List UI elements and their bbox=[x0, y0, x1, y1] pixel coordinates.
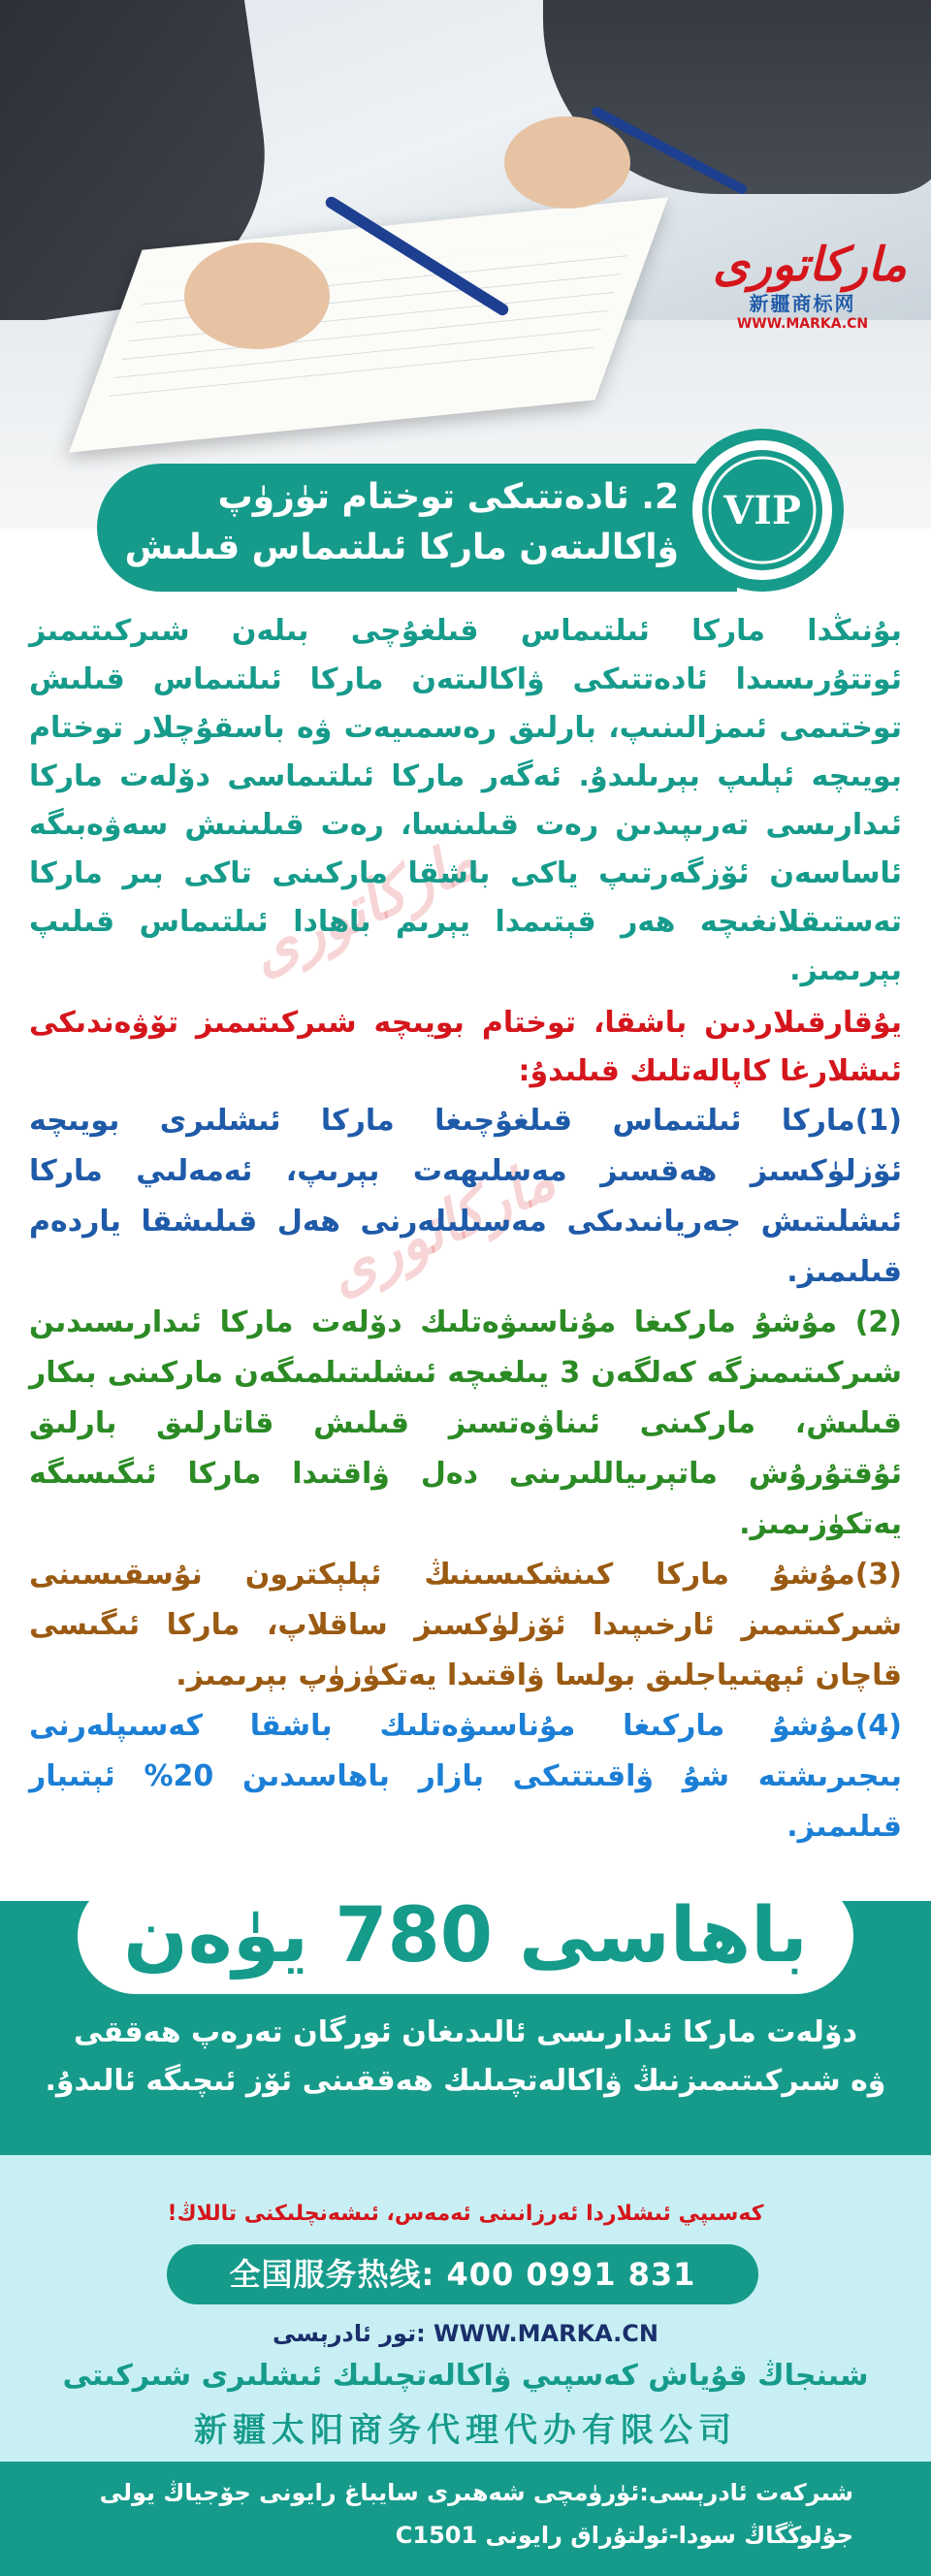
guarantee-heading: يۇقارقىلاردىن باشقا، توختام بويىچە شىركىتىمىز تۆۋەندىكى ئىشلارغا كاپالەتلىك قىلىدۇ: bbox=[29, 1006, 902, 1088]
footer-address bbox=[0, 2462, 931, 2576]
price-band bbox=[0, 1892, 931, 2155]
hotline-badge[interactable]: 全国服务热线: 400 0991 831 bbox=[167, 2244, 758, 2304]
address-line-1: شىركەت ئادرېسى:ئۈرۈمچى شەھىرى سايباغ رايونى جۆجياڭ يولى bbox=[99, 2479, 853, 2506]
vip-badge-icon bbox=[679, 427, 846, 594]
point-1: (1)ماركا ئىلتىماس قىلغۇچىغا ماركا ئىشلىرى بويىچە ئۆزلۈكسىز ھەقسىز مەسلىھەت بېرىپ، ئەمەلىي ماركا ئىشلىتىش جەريانىدىكى مەسىلىلەرنى ھەل قىلىشقا ياردەم قىلىمىز. bbox=[29, 1104, 902, 1289]
contact-section bbox=[0, 2155, 931, 2462]
logo-url: WWW.MARKA.CN bbox=[736, 316, 869, 332]
vip-label: VIP bbox=[723, 488, 801, 533]
point-3: (3)مۇشۇ ماركا كىنشكىسىنىڭ ئېلېكترون نۇسقىسىنى شىركىتىمىز ئارخىپىدا ئۆزلۈكسىز ساقلاپ، ماركا ئىگىسى قاچان ئېھتىياجلىق بولسا ۋاقتىدا يەتكۈزۈپ بېرىمىز. bbox=[29, 1558, 902, 1692]
watermark-logo-2: ماركاتورى bbox=[316, 1144, 565, 1309]
main-content bbox=[29, 607, 902, 1852]
company-name-chinese: 新疆太阳商务代理代办有限公司 bbox=[194, 2411, 737, 2450]
price-note-2: ۋە شىركىتىمىزنىڭ ۋاكالەتچىلىك ھەققىنى ئۆز ئىچىگە ئالىدۇ. bbox=[45, 2064, 886, 2098]
point-4: (4)مۇشۇ ماركىغا مۇناسىۋەتلىك باشقا كەسىپلەرنى بىجىرىشتە شۇ ۋاقىتتىكى بازار باھاسىدىن 20% ئېتىبار قىلىمىز. bbox=[29, 1709, 902, 1844]
address-line-2: جۇلوڭگاڭ سودا-ئولتۇراق رايونى C1501 bbox=[395, 2522, 853, 2549]
company-name-uyghur: شىنجاڭ قۇياش كەسپىي ۋاكالەتچىلىك ئىشلىرى شىركىتى bbox=[62, 2359, 869, 2393]
price-note-1: دۆلەت ماركا ئىدارىسى ئالىدىغان ئورگان تەرەپ ھەققى bbox=[74, 2015, 857, 2049]
title-line-1: 2. ئادەتتىكى توختام تۈزۈپ bbox=[217, 477, 679, 517]
intro-paragraph: بۇنىڭدا ماركا ئىلتىماس قىلغۇچى بىلەن شىركىتىمىز ئوتتۇرىسىدا ئادەتتىكى ۋاكالىتەن ماركا ئىلتىماس قىلىش توختىمى ئىمزالىنىپ، بارلىق رەسمىيەت ۋە باسقۇچلار توختام بويىچە ئېلىپ بېرىلىدۇ. ئەگەر ماركا ئىلتىماسى دۆلەت ماركا ئىدارىسى تەرىپىدىن رەت قىلىنسا، رەت قىلىنىش سەۋەبىگە ئاساسەن ئۆزگەرتىپ ياكى باشقا ماركىنى تاكى بىر ماركا تەستىقلانغىچە ھەر قېتىمدا يېرىم باھادا ئىلتىماس قىلىپ بېرىمىز. bbox=[29, 614, 902, 987]
title-banner bbox=[97, 464, 737, 592]
trust-notice: كەسىپي ئىشلاردا ئەرزانىنى ئەمەس، ئىشەنچلىكنى تاللاڭ! bbox=[167, 2202, 764, 2226]
marka-logo bbox=[713, 238, 907, 333]
title-line-2: ۋاكالىتەن ماركا ئىلتىماس قىلىش bbox=[124, 528, 679, 567]
point-2: (2) مۇشۇ ماركىغا مۇناسىۋەتلىك دۆلەت ماركا ئىدارىسىدىن شىركىتىمىزگە كەلگەن 3 يىلغىچە ئىشلىتىلمىگەن ماركىنى بىكار قىلىش، ماركىنى ئىناۋەتسىز قىلىش قاتارلىق بارلىق ئۇقتۇرۇش ماتېرىياللىرىنى دەل ۋاقتىدا ماركا ئىگىسىگە يەتكۈزىمىز. bbox=[29, 1305, 903, 1541]
hand-image-2 bbox=[504, 116, 630, 209]
watermark-logo: ماركاتورى bbox=[239, 824, 488, 989]
price-pill bbox=[78, 1878, 853, 1994]
logo-title: ماركاتورى bbox=[713, 238, 907, 292]
hand-image bbox=[184, 242, 330, 349]
website-link[interactable]: تور ئادرېسى: WWW.MARKA.CN bbox=[272, 2320, 658, 2347]
price-label: باھاسى 780 يۈەن bbox=[123, 1892, 808, 1980]
logo-chinese: 新疆商标网 bbox=[749, 292, 856, 315]
